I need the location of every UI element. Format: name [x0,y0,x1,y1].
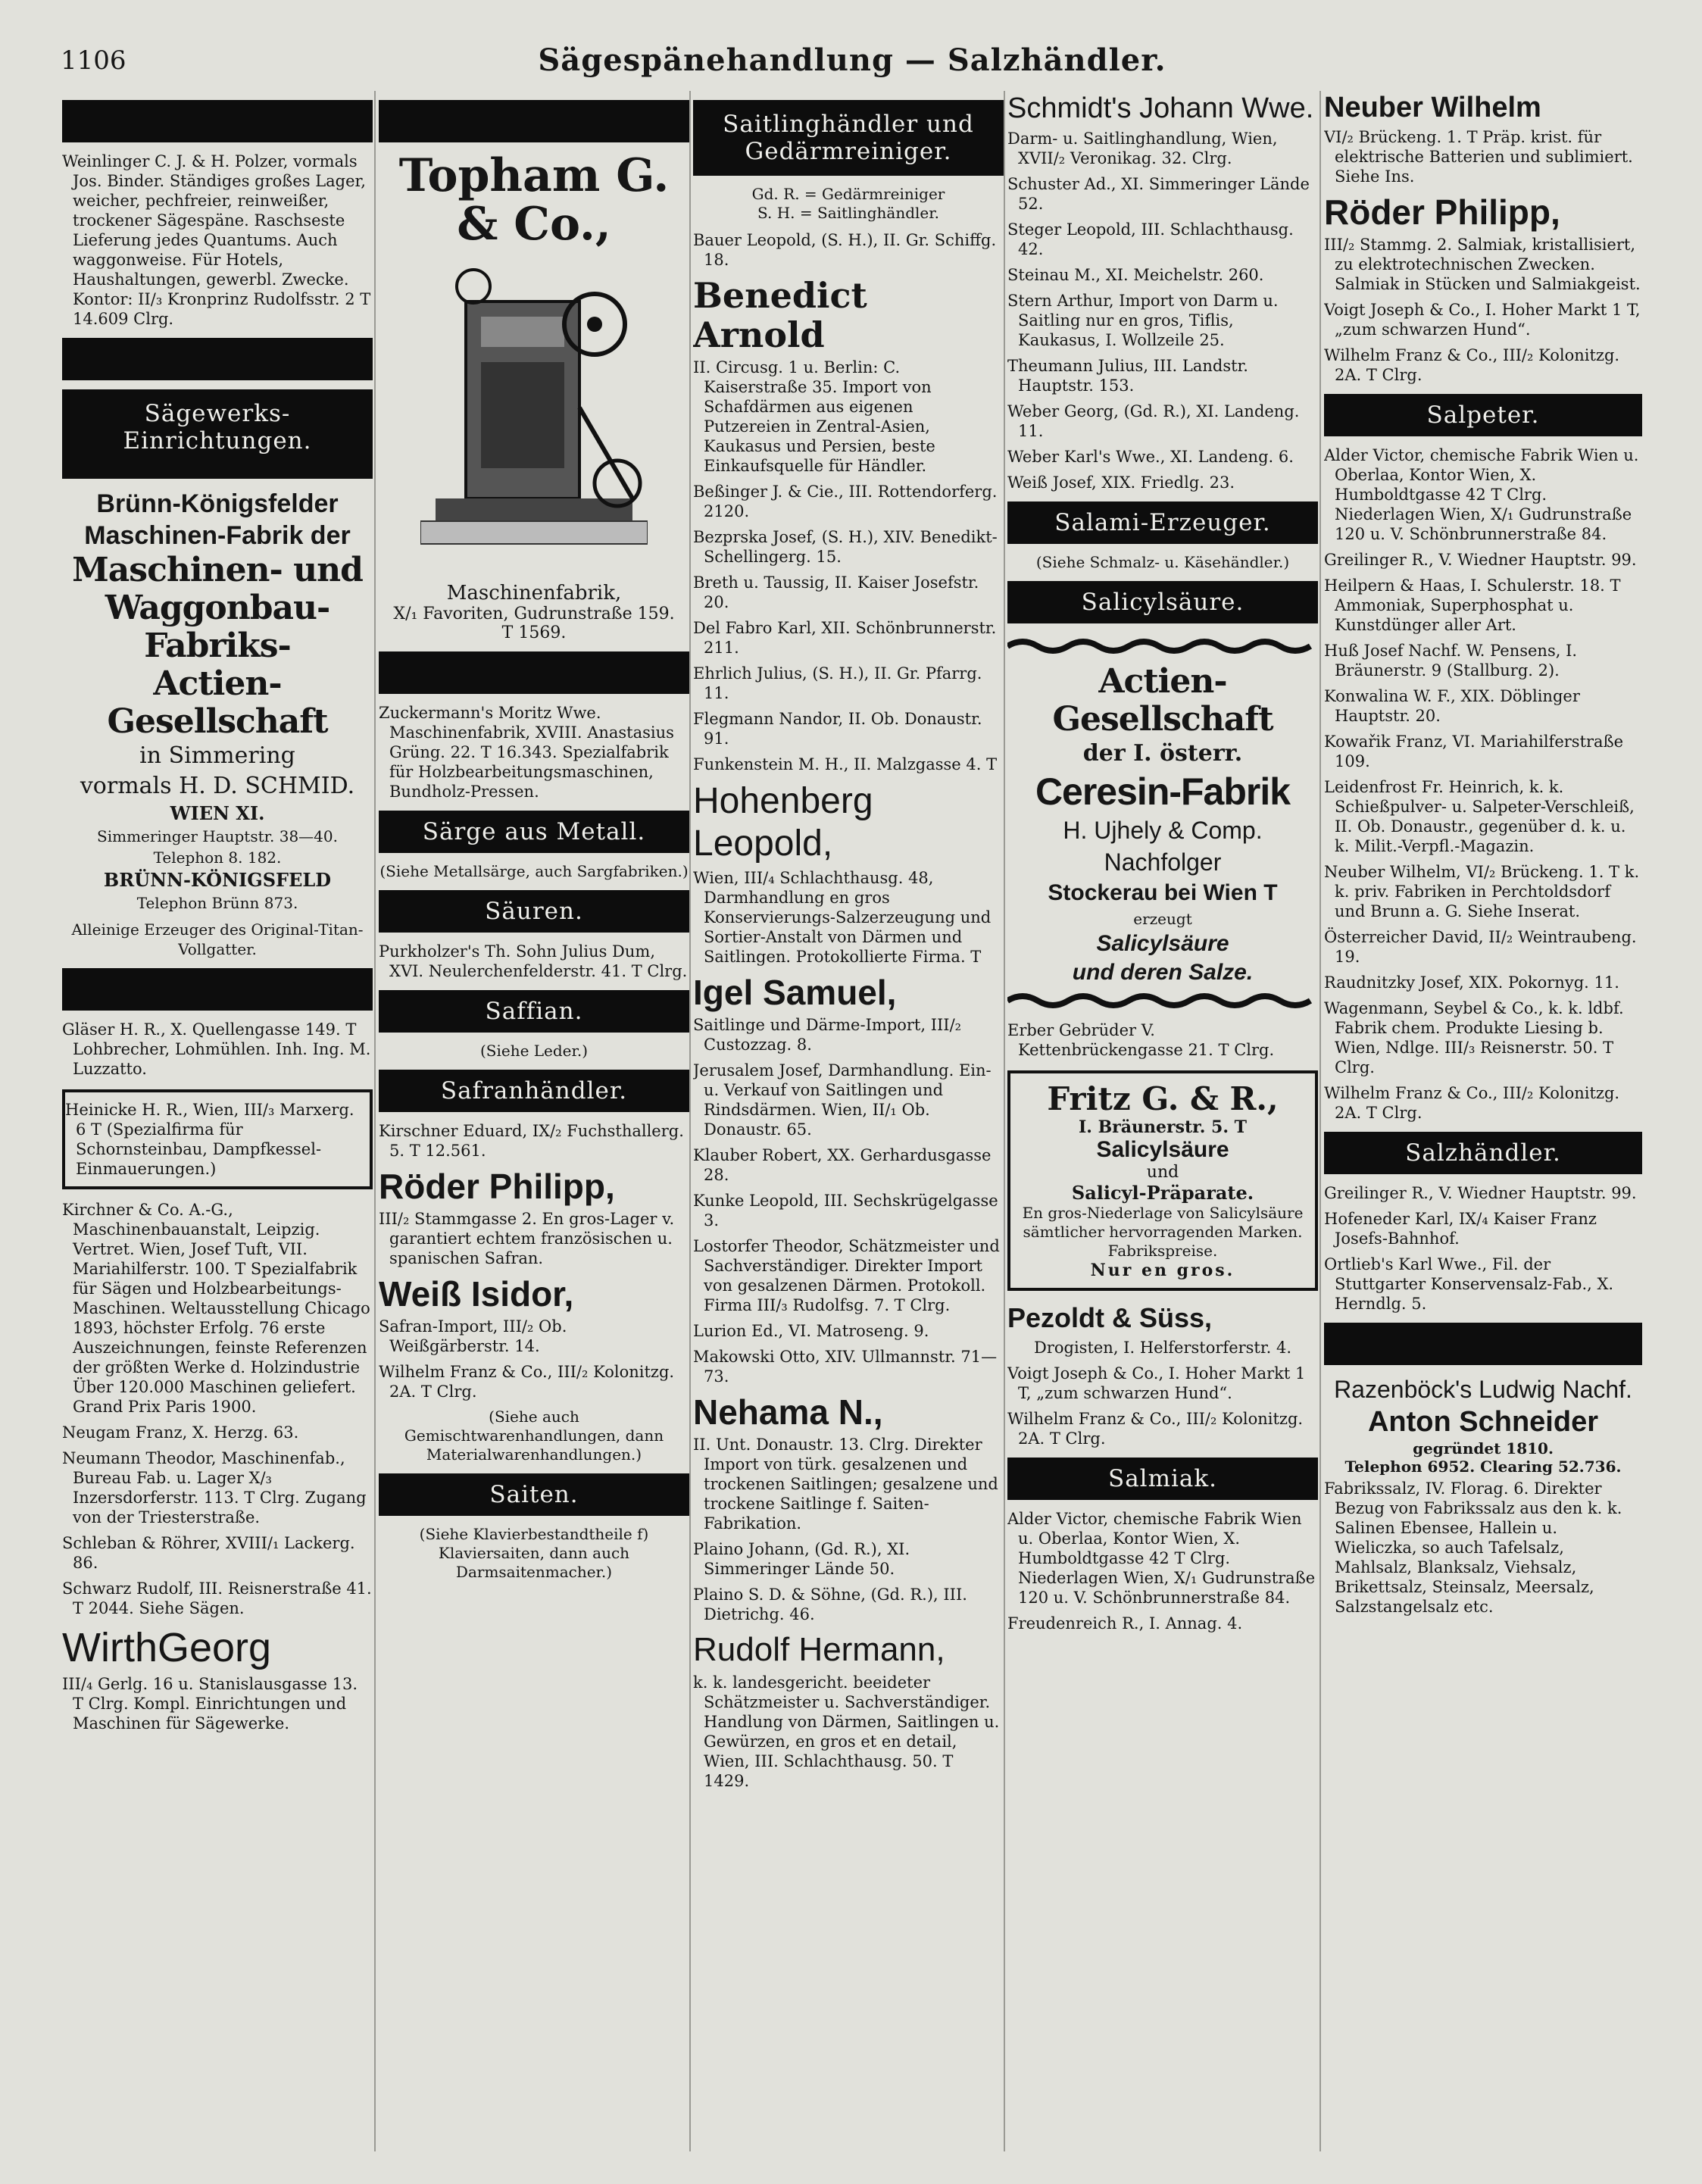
list-item: Neuber Wilhelm, VI/₂ Brückeng. 1. T k. k. priv. Fabriken in Perchtoldsdorf und Brunn a. G. Siehe Inserat. [1324,863,1640,920]
section-banner-salzhaendler: Salzhändler. [1324,1132,1642,1174]
list-item: Voigt Joseph & Co., I. Hoher Markt 1 T, „zum schwarzen Hund“. [1324,301,1641,339]
list-item: Gläser H. R., X. Quellengasse 149. T Lohbrecher, Lohmühlen. Inh. Ing. M. Luzzatto. [62,1020,371,1078]
list-item: Weber Karl's Wwe., XI. Landeng. 6. [1007,448,1294,466]
advertiser-name: Nehama N., [693,1392,883,1432]
legend-line: S. H. = Saitlinghändler. [757,204,939,222]
list-item: Plaino S. D. & Söhne, (Gd. R.), III. Dietrichg. 46. [693,1586,967,1623]
list-item: II. Circusg. 1 u. Berlin: C. Kaiserstraße 35. Import von Schafdärmen aus eigenen Putzereien in Zentral-Asien, Kaukasus und Persien, beste Einkaufsquelle für Händler. [693,358,935,475]
advertiser-name: Schmidt's Johann Wwe. [1007,92,1314,124]
list-item: Plaino Johann, (Gd. R.), XI. Simmeringer Lände 50. [693,1540,910,1578]
ad-line: Salicyl-Präparate. [1071,1182,1254,1204]
ad-line: Waggonbau-Fabriks- [105,589,330,665]
ad-line: WIEN XI. [170,802,265,824]
list-item: Fabrikssalz, IV. Florag. 6. Direkter Bezug von Fabrikssalz aus den k. k. Salinen Ebensee, Hallein u. Wieliczka, so auch Tafelsalz, Mahlsalz, Blanksalz, Viehsalz, Brikettsalz, Steinsalz, Meersalz, Salzstangelsalz etc. [1324,1479,1622,1616]
ad-line: gegründet 1810. [1413,1439,1554,1458]
ad-line: Maschinen-Fabrik der [84,521,351,550]
ad-line: Ceresin-Fabrik [1035,770,1291,813]
column-rule [1004,91,1005,2151]
list-item: Leidenfrost Fr. Heinrich, k. k. Schießpulver- u. Salpeter-Verschleiß, II. Ob. Donaustr., gegenüber d. k. u. k. Milit.-Verpfl.-Magazin. [1324,778,1635,855]
list-item: Bauer Leopold, (S. H.), II. Gr. Schiffg. 18. [693,231,997,269]
ad-line: X/₁ Favoriten, Gudrunstraße 159. [393,605,675,623]
ad-line: und [1146,1163,1179,1182]
column-4 [1007,91,1318,2151]
list-item: k. k. landesgericht. beeideter Schätzmeister u. Sachverständiger. Handlung von Därmen, Saitlingen u. Gewürzen, en gros et en detail, Wien, III. Schlachthausg. 50. T 1429. [693,1673,1000,1790]
advertiser-name: Hohenberg Leopold, [693,781,873,864]
list-item: Kirchner & Co. A.-G., Maschinenbauanstalt, Leipzig. Vertret. Wien, Josef Tuft, VII. Mariahilferstr. 100. T Spezialfabrik für Sägen und Holzbearbeitungs-Maschinen. Weltausstellung Chicago 1893, höchster Erfolg. 76 erste Auszeichnungen, feinste Referenzen der größten Werke d. Holzindustrie Über 120.000 Maschinen geliefert. Grand Prix Paris 1900. [62,1201,370,1416]
column-rule [1319,91,1321,2151]
list-item: Wilhelm Franz & Co., III/₂ Kolonitzg. 2A. T Clrg. [1324,1084,1620,1122]
list-item: Schwarz Rudolf, III. Reisnerstraße 41. T 2044. Siehe Sägen. [62,1579,372,1617]
section-banner-saeuren: Säuren. [379,890,689,933]
list-item: Greilinger R., V. Wiedner Hauptstr. 99. [1324,1184,1637,1202]
ad-line: in Simmering [139,742,295,769]
list-item: Lurion Ed., VI. Matroseng. 9. [693,1322,929,1340]
list-item: VI/₂ Brückeng. 1. T Präp. krist. für elektrische Batterien und sublimiert. Siehe Ins. [1324,128,1633,186]
section-banner-saiten: Saiten. [379,1473,689,1516]
section-banner-saegewerks [62,389,373,479]
ad-line: Telephon Brünn 873. [136,894,298,912]
list-item: Jerusalem Josef, Darmhandlung. Ein- u. Verkauf von Saitlingen und Rindsdärmen. Wien, II/₁ Ob. Donaustr. 65. [693,1061,992,1139]
list-item: Kunke Leopold, III. Sechskrügelgasse 3. [693,1192,998,1229]
cross-reference-note: (Siehe auch Gemischtwarenhandlungen, dann Materialwarenhandlungen.) [404,1408,664,1464]
list-item: Schleban & Röhrer, XVIII/₁ Lackerg. 86. [62,1534,355,1572]
advertiser-name: Rudolf Hermann, [693,1631,945,1668]
page-number: 1106 [61,45,126,76]
list-item: Wien, III/₄ Schlachthausg. 48, Darmhandlung en gros Konservierungs-Salzerzeugung und Sortier-Anstalt von Därmen und Saitlingen. Protokollierte Firma. T [693,869,992,966]
advertisement-ceresin [1007,663,1318,987]
ad-line: Telephon 6952. Clearing 52.736. [1344,1458,1622,1476]
list-item: Saitlinge und Därme-Import, III/₂ Custozzag. 8. [693,1016,962,1054]
ad-line: Maschinenfabrik, [446,582,622,605]
list-item: Darm- u. Saitlinghandlung, Wien, XVII/₂ Veronikag. 32. Clrg. [1007,130,1278,167]
list-item: Weinlinger C. J. & H. Polzer, vormals Jos. Binder. Ständiges großes Lager, weicher, pechfreier, reinweißer, trockener Sägespäne. Raschseste Lieferung jedes Quantums. Auch waggonweise. Für Hotels, Haushaltungen, gewerbl. Zwecke. Kontor: II/₃ Kronprinz Rudolfsstr. 2 T 14.609 Clrg. [62,152,371,328]
list-item: Alder Victor, chemische Fabrik Wien u. Oberlaa, Kontor Wien, X. Humboldtgasse 42 T Clrg. Niederlagen Wien, X/₁ Gudrunstraße 120 u. V. Schönbrunnerstraße 84. [1324,446,1639,543]
list-item: Kirschner Eduard, IX/₂ Fuchsthallerg. 5. T 12.561. [379,1122,684,1160]
list-item: Schuster Ad., XI. Simmeringer Lände 52. [1007,175,1310,213]
list-item: Steinau M., XI. Meichelstr. 260. [1007,266,1264,284]
list-item: III/₄ Gerlg. 16 u. Stanislausgasse 13. T Clrg. Kompl. Einrichtungen und Maschinen für Sägewerke. [62,1675,358,1733]
ad-line: vormals H. D. SCHMID. [80,773,355,799]
ad-line: T 1569. [501,623,567,642]
list-item: Safran-Import, III/₂ Ob. Weißgärberstr. 14. [379,1317,567,1355]
advertiser-name: Igel Samuel, [693,973,897,1012]
column-rule [374,91,376,2151]
list-item: Makowski Otto, XIV. Ullmannstr. 71—73. [693,1348,998,1386]
ad-line: Actien-Gesellschaft [1052,662,1273,739]
list-item: II. Unt. Donaustr. 13. Clrg. Direkter Import von türk. gesalzenen und trockenen Saitlingen; gesalzene und trockene Saitlinge f. Saiten-Fabrikation. [693,1436,998,1533]
advertiser-name: Razenböck's Ludwig Nachf. [1334,1376,1632,1403]
list-item: Konwalina W. F., XIX. Döblinger Hauptstr. 20. [1324,687,1580,725]
banner-label: Einrichtungen. [123,427,312,455]
advertiser-name: Topham G. [398,149,670,202]
column-2 [379,91,689,2151]
legend-line: Gd. R. = Gedärmreiniger [751,185,945,203]
list-item: Breth u. Taussig, II. Kaiser Josefstr. 20. [693,573,979,611]
list-item: Klauber Robert, XX. Gerhardusgasse 28. [693,1146,992,1184]
list-item: Erber Gebrüder V. Kettenbrückengasse 21. T Clrg. [1007,1021,1275,1059]
list-item: Wilhelm Franz & Co., III/₂ Kolonitzg. 2A. T Clrg. [1007,1410,1304,1448]
ad-line: und deren Salze. [1072,960,1254,985]
section-banner-saerge: Särge aus Metall. [379,811,689,853]
section-banner-salmiak: Salmiak. [1007,1458,1318,1500]
advertisement-bruenn [62,488,373,959]
black-banner [62,100,373,142]
list-item: Alder Victor, chemische Fabrik Wien u. Oberlaa, Kontor Wien, X. Humboldtgasse 42 T Clrg. Niederlagen Wien, X/₁ Gudrunstraße 120 u. V. Schönbrunnerstraße 84. [1007,1510,1316,1607]
ad-line: En gros-Niederlage von Salicylsäure sämtlicher hervorragenden Marken. Fabrikspreise. [1022,1204,1304,1260]
advertiser-name: WirthGeorg [62,1625,272,1670]
banner-label: Saitlinghändler und [723,111,974,138]
list-item: Weiß Josef, XIX. Friedlg. 23. [1007,473,1235,492]
black-banner [1324,1323,1642,1365]
banner-label: Sägewerks- [144,400,291,427]
ad-line: Salicylsäure [1096,931,1229,956]
section-banner-salpeter: Salpeter. [1324,394,1642,436]
column-rule [689,91,691,2151]
list-item: Steger Leopold, III. Schlachthausg. 42. [1007,220,1294,258]
black-banner [379,100,689,142]
machine-engraving-image [420,256,648,574]
ad-line: I. Bräunerstr. 5. T [1078,1117,1248,1137]
black-banner [62,338,373,380]
ad-line: Maschinen- und [72,551,363,589]
list-item: Hofeneder Karl, IX/₄ Kaiser Franz Josefs-Bahnhof. [1324,1210,1597,1248]
list-item: Heilpern & Haas, I. Schulerstr. 18. T Ammoniak, Superphosphat u. Kunstdünger aller Art. [1324,576,1621,634]
section-banner-saffian: Saffian. [379,990,689,1033]
black-banner [62,968,373,1011]
black-banner [379,651,689,694]
running-header [61,42,1644,80]
list-item: Greilinger R., V. Wiedner Hauptstr. 99. [1324,551,1637,569]
column-1 [62,91,373,2151]
wavy-rule [1007,992,1318,1010]
ad-line: Salicylsäure [1096,1137,1229,1162]
advertisement-fritz [1007,1070,1318,1291]
list-item: Del Fabro Karl, XII. Schönbrunnerstr. 211. [693,619,997,657]
list-item: Purkholzer's Th. Sohn Julius Dum, XVI. Neulerchenfelderstr. 41. T Clrg. [379,942,688,980]
list-item: Wilhelm Franz & Co., III/₂ Kolonitzg. 2A. T Clrg. [379,1363,675,1401]
list-item: Voigt Joseph & Co., I. Hoher Markt 1 T, „zum schwarzen Hund“. [1007,1364,1306,1402]
column-5 [1324,91,1642,2151]
ad-line: Alleinige Erzeuger des Original-Titan-Vollgatter. [71,920,364,958]
ad-line: Stockerau bei Wien T [1048,880,1278,905]
section-banner-saitling [693,100,1004,176]
advertiser-name: Röder Philipp, [379,1167,615,1206]
ad-line: Nur en gros. [1090,1261,1235,1280]
advertiser-name: & Co., [457,198,611,251]
advertiser-name: Anton Schneider [1367,1406,1599,1438]
advertiser-name: Fritz G. & R., [1047,1080,1279,1117]
list-item: Kowařik Franz, VI. Mariahilferstraße 109. [1324,733,1624,770]
banner-label: Gedärmreiniger. [745,138,952,165]
list-item: III/₂ Stammg. 2. Salmiak, kristallisiert, zu elektrotechnischen Zwecken. Salmiak in Stücken und Salmiakgeist. [1324,236,1641,293]
list-item: Wilhelm Franz & Co., III/₂ Kolonitzg. 2A. T Clrg. [1324,346,1620,384]
list-item: Theumann Julius, III. Landstr. Hauptstr. 153. [1007,357,1248,395]
list-item: Bezprska Josef, (S. H.), XIV. Benedikt-Schellingerg. 15. [693,528,998,566]
advertiser-name: Benedict Arnold [693,275,867,355]
list-item: Wagenmann, Seybel & Co., k. k. ldbf. Fabrik chem. Produkte Liesing b. Wien, Ndlge. III/₃ Reisnerstr. 50. T Clrg. [1324,999,1624,1076]
list-item: Raudnitzky Josef, XIX. Pokornyg. 11. [1324,973,1619,992]
list-item: Drogisten, I. Helferstorferstr. 4. [1033,1339,1291,1357]
cross-reference-note: (Siehe Leder.) [479,1042,589,1060]
section-banner-salicyl: Salicylsäure. [1007,581,1318,623]
ad-line: Actien-Gesellschaft [107,664,328,741]
list-item: Österreicher David, II/₂ Weintraubeng. 19. [1324,928,1637,966]
list-item: III/₂ Stammgasse 2. En gros-Lager v. garantiert echtem französischen u. spanischen Safran. [379,1210,675,1267]
ad-line: der I. österr. [1082,740,1243,767]
section-banner-safran: Safranhändler. [379,1070,689,1112]
advertisement-razenboeck [1324,1374,1642,1476]
section-banner-salami: Salami-Erzeuger. [1007,501,1318,544]
advertiser-name: Pezoldt & Süss, [1007,1302,1213,1333]
boxed-entry: Heinicke H. R., Wien, III/₃ Marxerg. 6 T (Spezialfirma für Schornsteinbau, Dampfkessel-Einmauerungen.) [62,1089,373,1189]
cross-reference-note: (Siehe Metallsärge, auch Sargfabriken.) [379,862,689,880]
list-item: Ortlieb's Karl Wwe., Fil. der Stuttgarter Konservensalz-Fab., X. Herndlg. 5. [1324,1255,1614,1313]
list-item: Flegmann Nandor, II. Ob. Donaustr. 91. [693,710,982,748]
page-title: Sägespänehandlung — Salzhändler. [538,42,1166,78]
list-item: Freudenreich R., I. Annag. 4. [1007,1614,1243,1633]
list-item: Beßinger J. & Cie., III. Rottendorferg. 2120. [693,483,998,520]
column-3 [693,91,1004,2151]
list-item: Neumann Theodor, Maschinenfab., Bureau Fab. u. Lager X/₃ Inzersdorferstr. 113. T Clrg. Zugang von der Triesterstraße. [62,1449,367,1526]
ad-line: Simmeringer Hauptstr. 38—40. [97,827,338,845]
ad-line: H. Ujhely & Comp. Nachfolger [1063,817,1263,876]
ad-line: Telephon 8. 182. [153,848,282,867]
list-item: Huß Josef Nachf. W. Pensens, I. Bräunerstr. 9 (Stallburg. 2). [1324,642,1578,680]
advertiser-name: Röder Philipp, [1324,192,1560,232]
list-item: Neugam Franz, X. Herzg. 63. [62,1423,299,1442]
list-item: Lostorfer Theodor, Schätzmeister und Sachverständiger. Direkter Import von gesalzenen Därmen. Protokoll. Firma III/₃ Rudolfsg. 7. T Clrg. [693,1237,1000,1314]
wavy-rule [1007,637,1318,655]
list-item: Weber Georg, (Gd. R.), XI. Landeng. 11. [1007,402,1300,440]
list-item: Zuckermann's Moritz Wwe. Maschinenfabrik, XVIII. Anastasius Grüng. 22. T 16.343. Spezialfabrik für Holzbearbeitungsmaschinen, Bundholz-Pressen. [379,704,674,801]
list-item: Stern Arthur, Import von Darm u. Saitling nur en gros, Tiflis, Kaukasus, I. Wollzeile 25. [1007,292,1279,349]
ad-line: BRÜNN-KÖNIGSFELD [103,869,332,891]
ad-line: Brünn-Königsfelder [96,489,339,518]
list-item: Funkenstein M. H., II. Malzgasse 4. T [693,755,998,773]
cross-reference-note: (Siehe Schmalz- u. Käsehändler.) [1035,553,1290,571]
cross-reference-note: (Siehe Klavierbestandtheile f) Klaviersaiten, dann auch Darmsaitenmacher.) [419,1525,649,1581]
ad-line: erzeugt [1133,910,1192,928]
list-item: Ehrlich Julius, (S. H.), II. Gr. Pfarrg. 11. [693,664,982,702]
advertiser-name: Neuber Wilhelm [1324,92,1541,123]
advertiser-name: Weiß Isidor, [379,1274,574,1314]
